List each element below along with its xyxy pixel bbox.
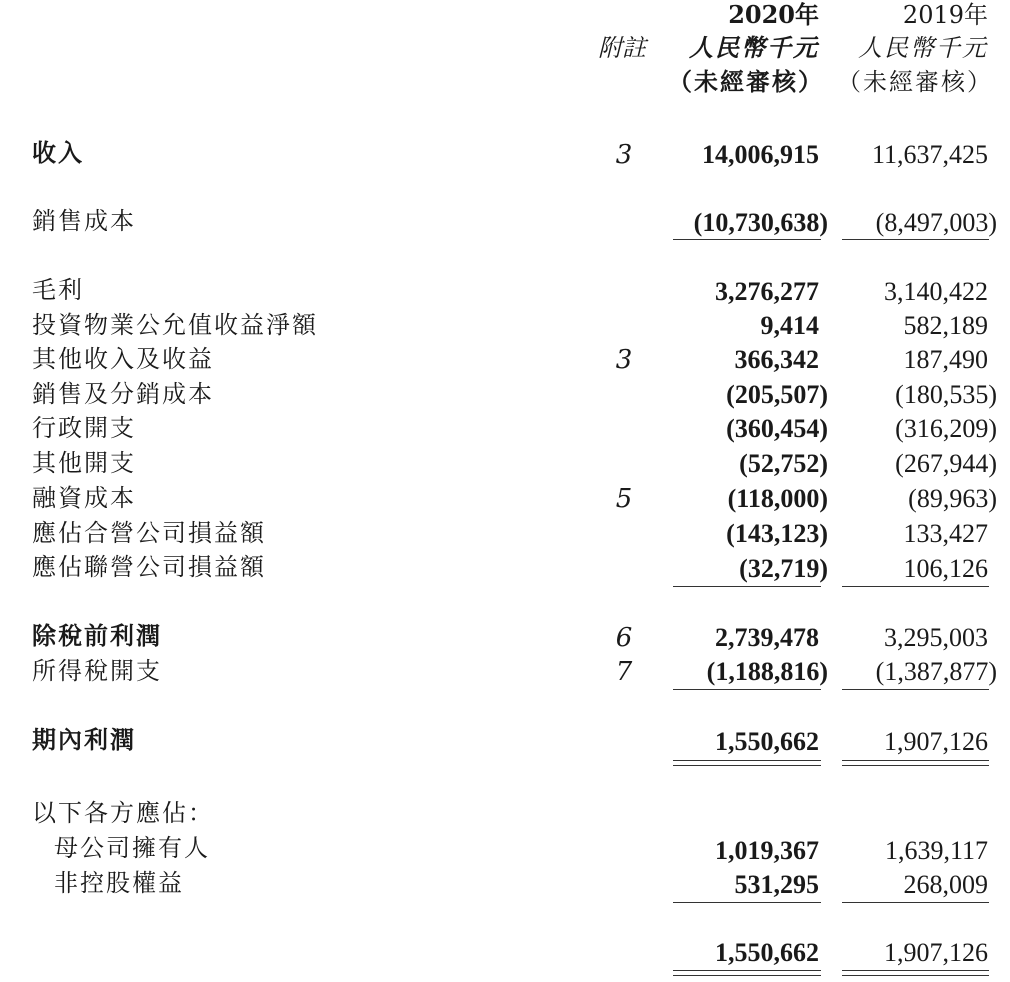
row-value-2020-revenue: 14,006,915 xyxy=(702,140,819,169)
row-value-2020-share-of-associates: (32,719) xyxy=(739,554,828,583)
row-value-2020-income-tax: (1,188,816) xyxy=(706,657,828,686)
row-value-2019-cost-of-sales: (8,497,003) xyxy=(875,208,997,237)
row-value-2019-income-tax: (1,387,877) xyxy=(875,657,997,686)
row-label-finance-costs: 融資成本 xyxy=(32,484,136,512)
row-value-2019-attributable-total: 1,907,126 xyxy=(884,938,988,967)
row-label-administrative-expenses: 行政開支 xyxy=(32,414,136,442)
currency-2020-header: 人民幣千元 xyxy=(689,33,819,62)
row-label-income-tax: 所得稅開支 xyxy=(32,657,162,685)
row-value-2019-finance-costs: (89,963) xyxy=(908,484,997,513)
total-double-rule-2020 xyxy=(673,765,821,766)
note-column-header: 附註 xyxy=(598,34,646,62)
row-label-attributable-to: 以下各方應佔： xyxy=(32,799,214,827)
row-value-2019-selling-distribution-costs: (180,535) xyxy=(895,380,997,409)
row-value-2020-other-expenses: (52,752) xyxy=(739,449,828,478)
row-note-revenue: 3 xyxy=(615,140,633,170)
subtotal-rule-2019 xyxy=(842,689,989,690)
total-double-rule-2019 xyxy=(842,760,989,761)
subtotal-rule-2019 xyxy=(842,239,989,240)
row-value-2020-attributable-total: 1,550,662 xyxy=(715,938,819,967)
year-2020-header: 2020年 xyxy=(728,0,819,29)
row-value-2019-profit-before-tax: 3,295,003 xyxy=(884,623,988,652)
total-double-rule-2020 xyxy=(673,760,821,761)
row-value-2020-gross-profit: 3,276,277 xyxy=(715,277,819,306)
row-label-revenue: 收入 xyxy=(32,138,84,167)
row-value-2020-cost-of-sales: (10,730,638) xyxy=(693,208,828,237)
subtotal-rule-2020 xyxy=(673,586,821,587)
row-label-investment-property-gain: 投資物業公允值收益淨額 xyxy=(32,311,318,339)
row-label-selling-distribution-costs: 銷售及分銷成本 xyxy=(32,380,214,408)
row-value-2020-profit-before-tax: 2,739,478 xyxy=(715,623,819,652)
row-value-2019-investment-property-gain: 582,189 xyxy=(903,311,988,340)
row-note-income-tax: 7 xyxy=(615,657,633,687)
subtotal-rule-2019 xyxy=(842,902,989,903)
row-label-profit-for-period: 期內利潤 xyxy=(32,725,136,754)
row-value-2020-share-of-joint-ventures: (143,123) xyxy=(726,519,828,548)
row-value-2019-profit-for-period: 1,907,126 xyxy=(884,727,988,756)
row-note-finance-costs: 5 xyxy=(615,484,633,514)
audit-2019-header: （未經審核） xyxy=(837,68,993,96)
row-value-2020-investment-property-gain: 9,414 xyxy=(760,311,819,340)
subtotal-rule-2020 xyxy=(673,689,821,690)
row-value-2019-share-of-joint-ventures: 133,427 xyxy=(903,519,988,548)
row-value-2020-selling-distribution-costs: (205,507) xyxy=(726,380,828,409)
row-label-other-income: 其他收入及收益 xyxy=(32,345,214,373)
total-double-rule-2019 xyxy=(842,765,989,766)
row-value-2019-other-expenses: (267,944) xyxy=(895,449,997,478)
row-value-2020-non-controlling-interests: 531,295 xyxy=(734,870,819,899)
row-value-2019-revenue: 11,637,425 xyxy=(871,140,988,169)
row-label-share-of-joint-ventures: 應佔合營公司損益額 xyxy=(32,519,266,547)
row-value-2020-administrative-expenses: (360,454) xyxy=(726,414,828,443)
row-value-2020-finance-costs: (118,000) xyxy=(727,484,828,513)
row-label-gross-profit: 毛利 xyxy=(32,276,84,304)
row-value-2020-owners-of-parent: 1,019,367 xyxy=(715,836,819,865)
row-label-profit-before-tax: 除稅前利潤 xyxy=(32,621,162,650)
row-label-share-of-associates: 應佔聯營公司損益額 xyxy=(32,553,266,581)
row-label-non-controlling-interests: 非控股權益 xyxy=(54,869,184,897)
year-2019-header: 2019年 xyxy=(902,1,988,29)
subtotal-rule-2020 xyxy=(673,239,821,240)
row-value-2020-profit-for-period: 1,550,662 xyxy=(715,727,819,756)
total-double-rule-2019 xyxy=(842,975,989,976)
row-label-cost-of-sales: 銷售成本 xyxy=(32,207,136,235)
row-value-2019-non-controlling-interests: 268,009 xyxy=(903,870,988,899)
subtotal-rule-2019 xyxy=(842,586,989,587)
row-value-2019-other-income: 187,490 xyxy=(903,345,988,374)
total-double-rule-2020 xyxy=(673,975,821,976)
audit-2020-header: （未經審核） xyxy=(668,67,824,96)
row-label-owners-of-parent: 母公司擁有人 xyxy=(54,834,210,862)
subtotal-rule-2020 xyxy=(673,902,821,903)
row-value-2019-gross-profit: 3,140,422 xyxy=(884,277,988,306)
row-note-profit-before-tax: 6 xyxy=(615,623,633,653)
row-note-other-income: 3 xyxy=(615,345,633,375)
row-value-2019-administrative-expenses: (316,209) xyxy=(895,414,997,443)
total-double-rule-2019 xyxy=(842,970,989,971)
row-value-2020-other-income: 366,342 xyxy=(734,345,819,374)
total-double-rule-2020 xyxy=(673,970,821,971)
currency-2019-header: 人民幣千元 xyxy=(858,34,988,62)
row-label-other-expenses: 其他開支 xyxy=(32,449,136,477)
row-value-2019-share-of-associates: 106,126 xyxy=(903,554,988,583)
row-value-2019-owners-of-parent: 1,639,117 xyxy=(884,836,988,865)
